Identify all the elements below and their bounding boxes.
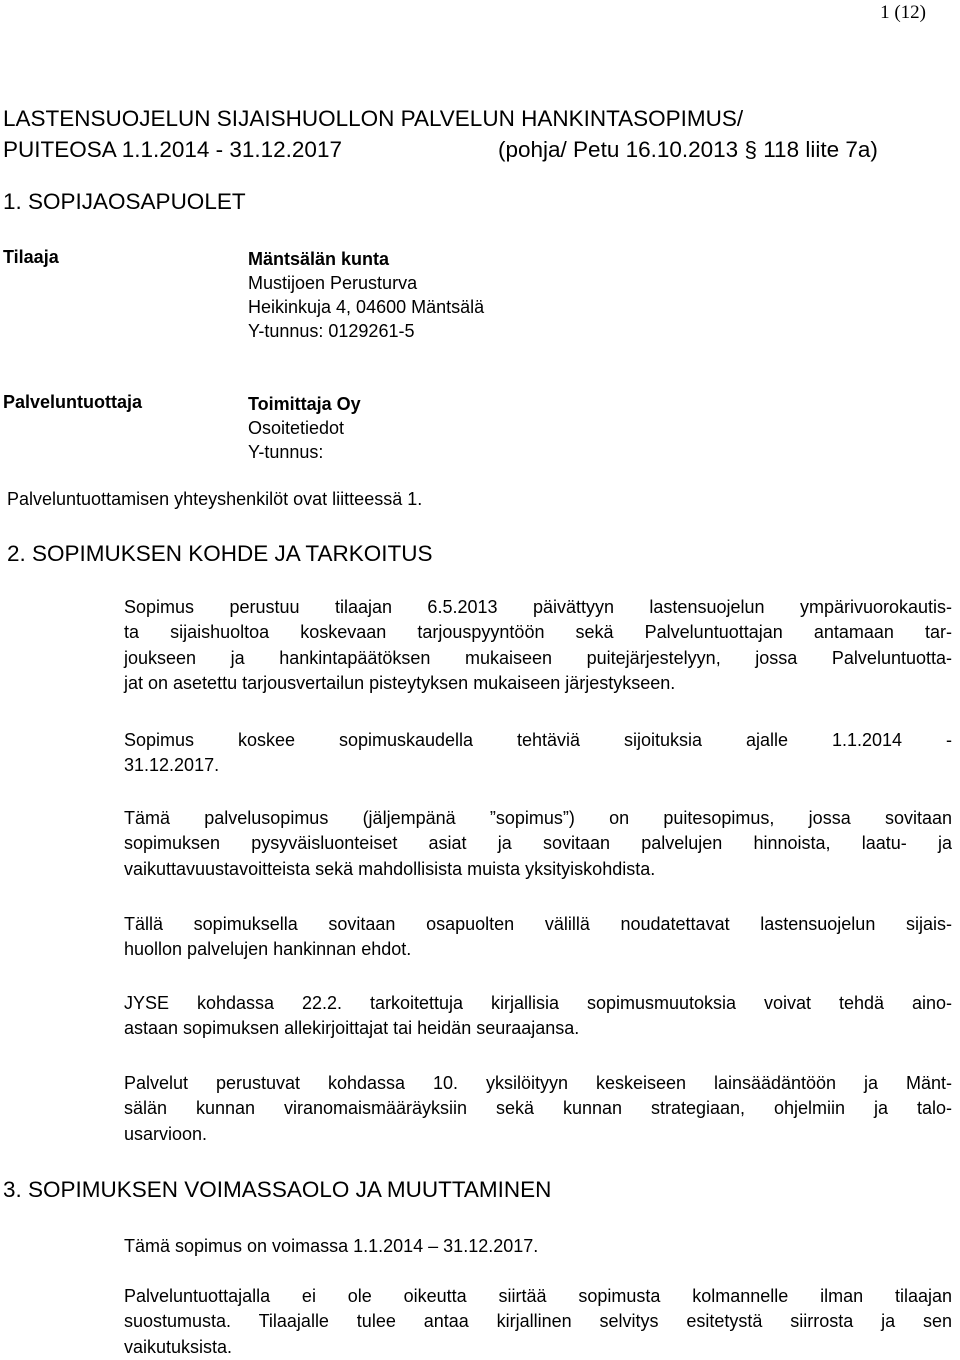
section-3-paragraph-2	[124, 1284, 952, 1360]
party-address: Heikinkuja 4, 04600 Mäntsälä	[248, 297, 485, 317]
section-3-paragraph-1	[124, 1234, 952, 1259]
text-line: 31.12.2017.	[124, 755, 220, 776]
party-business-id: Y-tunnus:	[248, 442, 324, 462]
text-line: Tällä sopimuksella sovitaan osapuolten välillä noudatettavat lastensuojelun sijais-	[124, 914, 952, 934]
party-label-palveluntuottaja: Palveluntuottaja	[3, 392, 143, 412]
text-line: Sopimus perustuu tilaajan 6.5.2013 päivättyyn lastensuojelun ympärivuorokautis-	[124, 597, 952, 617]
text-line: sopimuksen pysyväisluonteiset asiat ja sovitaan palvelujen hinnoista, laatu- ja	[124, 833, 952, 854]
text-line: Tämä sopimus on voimassa 1.1.2014 – 31.12.2017.	[124, 1236, 539, 1256]
text-line: vaikutuksista.	[124, 1336, 233, 1357]
party-label-tilaaja: Tilaaja	[3, 247, 59, 267]
party-details-tilaaja	[248, 247, 484, 343]
text-line: ta sijaishuoltoa koskevaan tarjouspyyntöön sekä Palveluntuottajan antamaan tar-	[124, 622, 952, 643]
text-line: usarvioon.	[124, 1123, 208, 1144]
text-line: jat on asetettu tarjousvertailun pisteytyksen mukaiseen järjestykseen.	[124, 672, 676, 693]
text-line: Palveluntuottajalla ei ole oikeutta siirtää sopimusta kolmannelle ilman tilaajan	[124, 1286, 952, 1306]
section-2-paragraph-4	[124, 912, 952, 963]
contact-persons-note: Palveluntuottamisen yhteyshenkilöt ovat liitteessä 1.	[7, 489, 423, 509]
section-2-paragraph-1	[124, 595, 952, 696]
section-1-heading: 1. SOPIJAOSAPUOLET	[3, 189, 246, 214]
text-line: Tämä palvelusopimus (jäljempänä ”sopimus”) on puitesopimus, jossa sovitaan	[124, 808, 952, 828]
party-name: Toimittaja Oy	[248, 394, 361, 414]
title-line-1: LASTENSUOJELUN SIJAISHUOLLON PALVELUN HANKINTASOPIMUS/	[3, 106, 744, 131]
section-2-paragraph-6	[124, 1071, 952, 1147]
text-line: Sopimus koskee sopimuskaudella tehtäviä sijoituksia ajalle 1.1.2014 -	[124, 730, 952, 750]
text-line: huollon palvelujen hankinnan ehdot.	[124, 939, 412, 960]
text-line: joukseen ja hankintapäätöksen mukaiseen puitejärjestelyyn, jossa Palveluntuotta-	[124, 647, 952, 668]
title-line-2	[3, 134, 948, 165]
page-number: 1 (12)	[880, 2, 926, 23]
party-details-palveluntuottaja	[248, 392, 361, 464]
section-2-paragraph-3	[124, 806, 952, 882]
text-line: sälän kunnan viranomaismääräyksiin sekä kunnan strategiaan, ohjelmiin ja talo-	[124, 1098, 952, 1119]
section-3-heading: 3. SOPIMUKSEN VOIMASSAOLO JA MUUTTAMINEN	[3, 1177, 552, 1202]
text-line: vaikuttavuustavoitteista sekä mahdollisista muista yksityiskohdista.	[124, 858, 656, 879]
text-line: JYSE kohdassa 22.2. tarkoitettuja kirjallisia sopimusmuutoksia voivat tehdä aino-	[124, 993, 952, 1013]
party-business-id: Y-tunnus: 0129261-5	[248, 321, 415, 341]
title-period: PUITEOSA 1.1.2014 - 31.12.2017	[3, 137, 342, 162]
section-2-paragraph-2	[124, 728, 952, 779]
title-template-reference: (pohja/ Petu 16.10.2013 § 118 liite 7a)	[498, 137, 878, 162]
text-line: Palvelut perustuvat kohdassa 10. yksilöityyn keskeiseen lainsäädäntöön ja Mänt-	[124, 1073, 952, 1093]
party-name: Mäntsälän kunta	[248, 249, 390, 269]
text-line: astaan sopimuksen allekirjoittajat tai heidän seuraajansa.	[124, 1018, 580, 1039]
party-unit: Mustijoen Perusturva	[248, 273, 418, 293]
section-2-paragraph-5	[124, 991, 952, 1042]
document-title	[3, 103, 948, 165]
section-2-heading: 2. SOPIMUKSEN KOHDE JA TARKOITUS	[7, 541, 433, 566]
text-line: suostumusta. Tilaajalle tulee antaa kirjallinen selvitys esitetystä siirrosta ja sen	[124, 1311, 952, 1332]
party-address: Osoitetiedot	[248, 418, 345, 438]
